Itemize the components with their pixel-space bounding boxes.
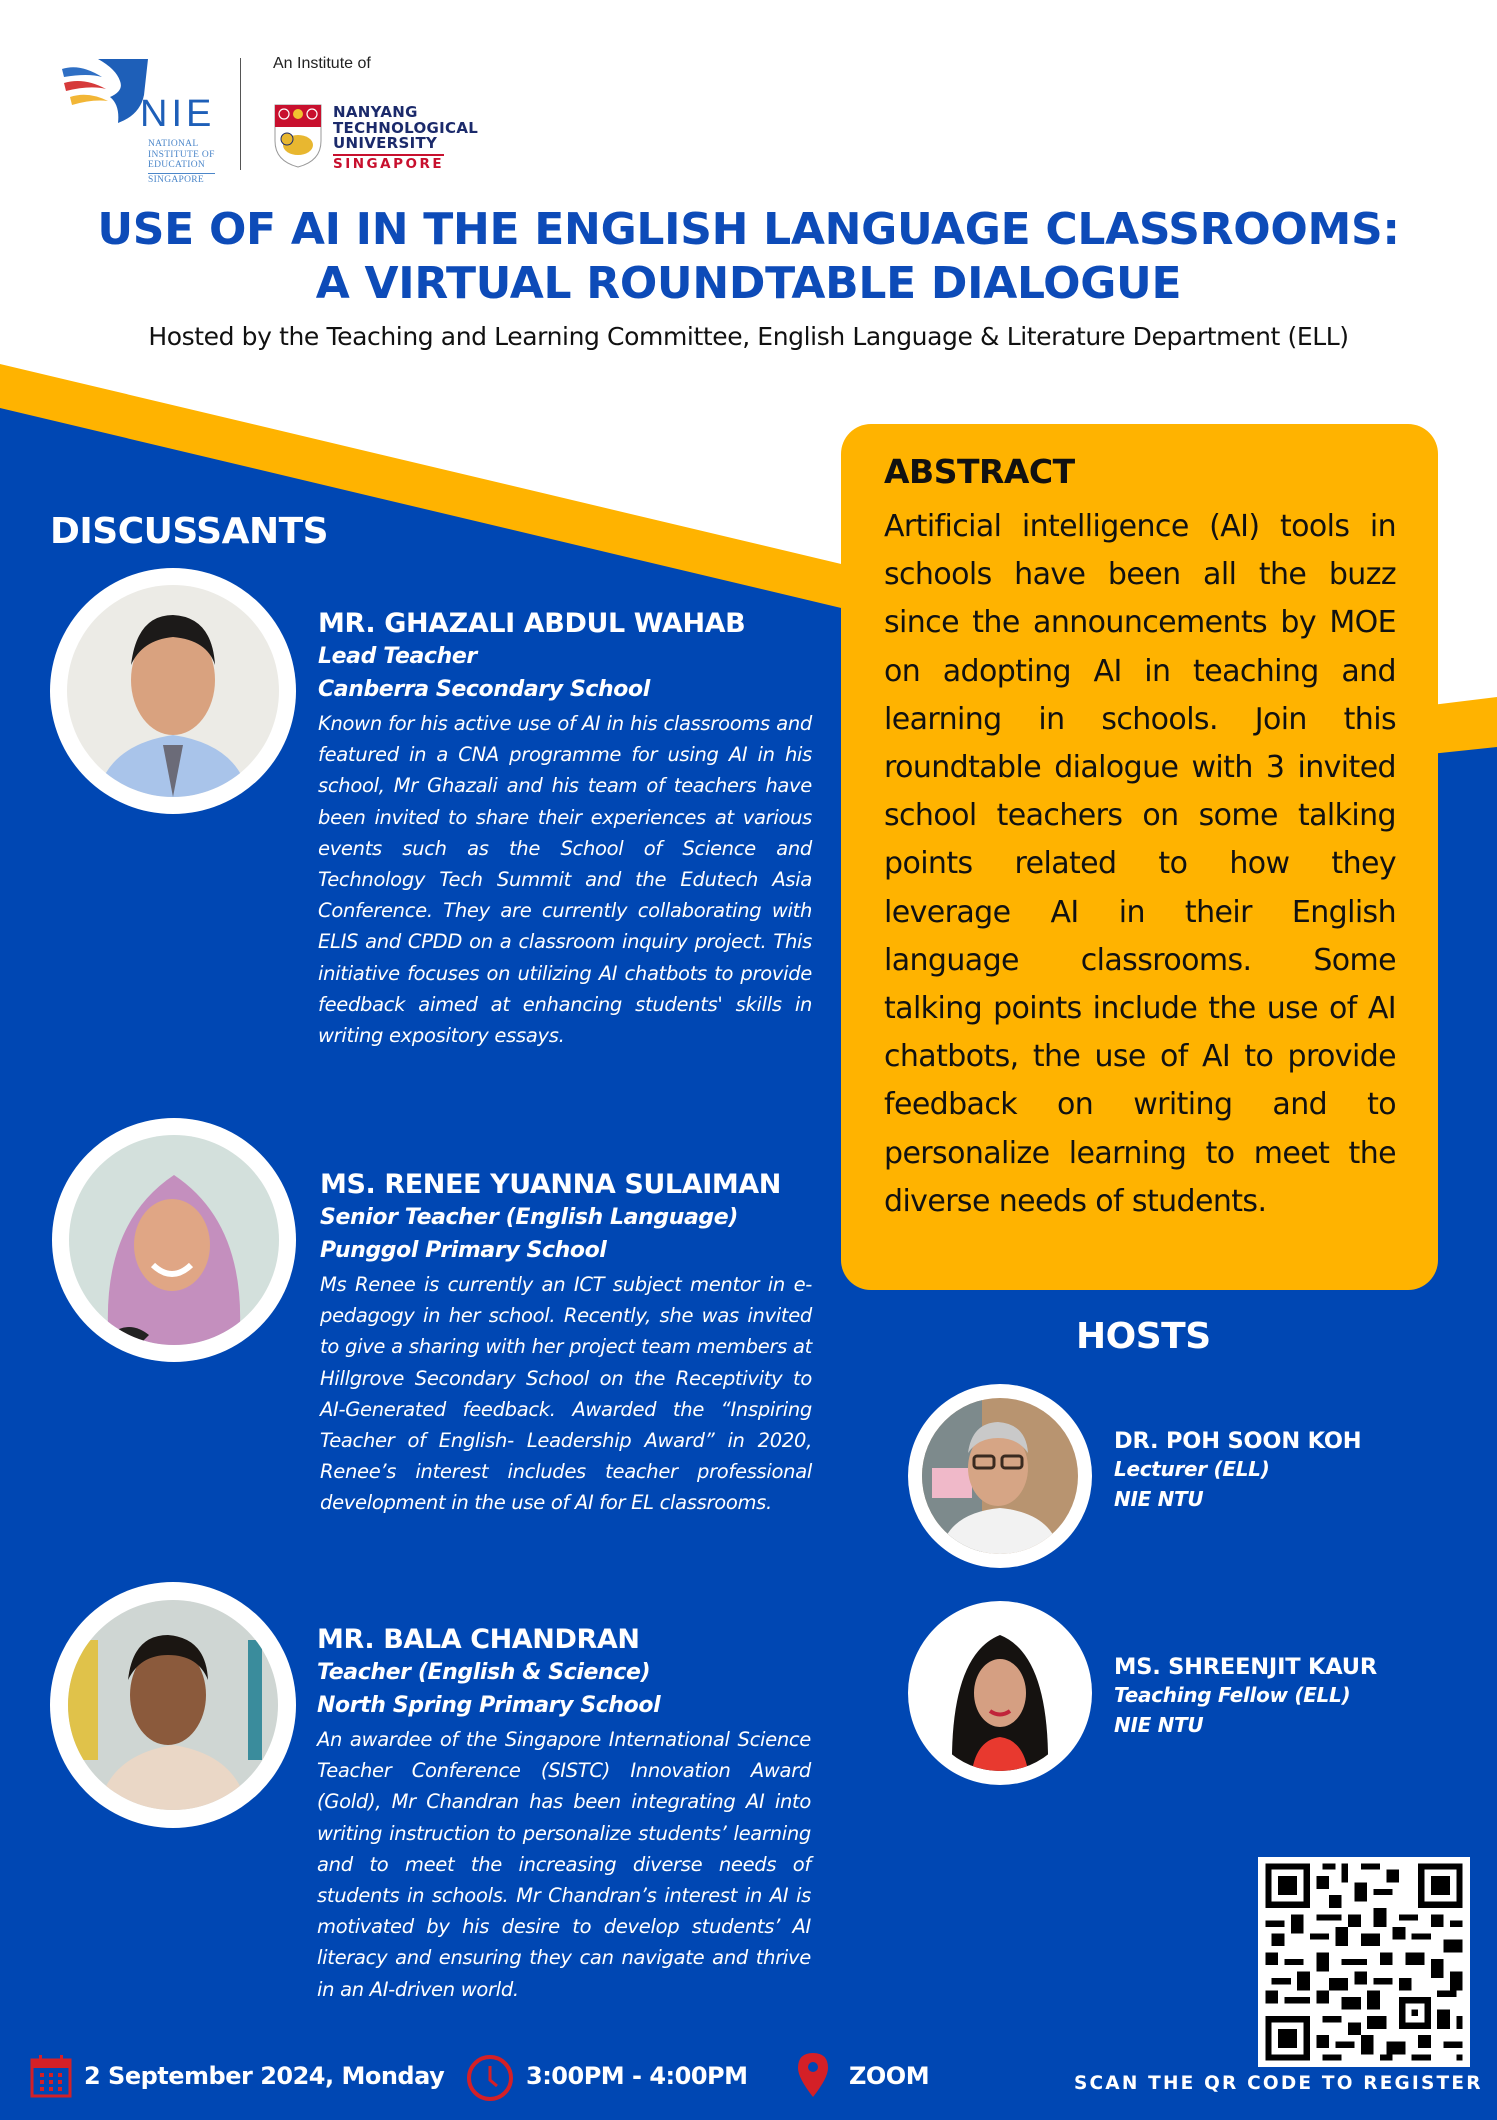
discussant-2-photo (52, 1118, 296, 1362)
title-line-1: USE OF AI IN THE ENGLISH LANGUAGE CLASSROOMS: (97, 204, 1400, 255)
clock-icon (466, 2054, 514, 2102)
abstract-heading: ABSTRACT (884, 452, 1075, 491)
discussant-name: MR. GHAZALI ABDUL WAHAB (318, 608, 746, 639)
discussant-school: Canberra Secondary School (318, 677, 650, 702)
discussant-school: Punggol Primary School (320, 1238, 607, 1263)
host-name: DR. POH SOON KOH (1114, 1428, 1362, 1454)
qr-code-icon (1258, 1857, 1470, 2067)
event-date: 2 September 2024, Monday (84, 2062, 445, 2090)
abstract-body: Artificial intelligence (AI) tools in schools have been all the buzz since the announcements by MOE on adopting AI in teaching and learning in schools. Join this roundtable dialogue with 3 invited school teachers on some talking points related to how they leverage AI in their English language classrooms. Some talking points include the use of AI chatbots, the use of AI to provide feedback on writing and to personalize learning to meet the diverse needs of students. (884, 509, 1396, 1219)
nie-lion-icon (60, 55, 150, 125)
discussant-bio: Known for his active use of AI in his classrooms and featured in a CNA programme for using AI in his school, Mr Ghazali and his team of teachers have been invited to share their experiences at various events such as the School of Science and Technology Tech Summit and the Edutech Asia Conference. They are currently collaborating with ELIS and CPDD on a classroom inquiry project. This initiative focuses on utilizing AI chatbots to provide feedback aimed at enhancing students' skills in writing expository essays. (318, 712, 812, 1048)
qr-register-label: SCAN THE QR CODE TO REGISTER (1074, 2073, 1483, 2094)
host-role: Lecturer (ELL) (1114, 1457, 1270, 1481)
event-venue: ZOOM (849, 2062, 930, 2090)
registration-qr-code[interactable] (1258, 1857, 1470, 2067)
discussant-3 (317, 1624, 811, 2005)
page-subtitle: Hosted by the Teaching and Learning Committee, English Language & Literature Department (ELL) (148, 322, 1349, 351)
ntu-line4: SINGAPORE (333, 155, 445, 172)
institute-of-label: An Institute of (273, 55, 371, 72)
discussant-school: North Spring Primary School (317, 1693, 661, 1718)
location-pin-icon (797, 2052, 829, 2098)
person-photo-icon (68, 1600, 278, 1810)
nie-line2: INSTITUTE OF (148, 149, 215, 160)
discussant-bio: An awardee of the Singapore International Science Teacher Conference (SISTC) Innovation Award (Gold), Mr Chandran has been integrating AI into writing instruction to personalize students’ learning and to meet the increasing diverse needs of students in schools. Mr Chandran’s interest in AI is motivated by his desire to develop students’ AI literacy and ensuring they can navigate and thrive in an AI-driven world. (317, 1728, 811, 2001)
event-time: 3:00PM - 4:00PM (526, 2062, 748, 2090)
host-2-photo (908, 1601, 1092, 1785)
ntu-logo-text (333, 105, 478, 172)
page-title (0, 203, 1497, 311)
discussant-name: MS. RENEE YUANNA SULAIMAN (320, 1169, 781, 1200)
ntu-line1: NANYANG (333, 103, 418, 121)
ntu-crest-icon (273, 103, 323, 169)
logo-divider (240, 58, 241, 170)
nie-line3: EDUCATION (148, 160, 206, 170)
host-1 (1114, 1428, 1361, 1514)
discussant-role: Senior Teacher (English Language) (320, 1205, 738, 1230)
host-1-photo (908, 1384, 1092, 1568)
ntu-line2: TECHNOLOGICAL (333, 118, 479, 137)
person-photo-icon (67, 585, 279, 797)
discussant-role: Lead Teacher (318, 644, 477, 669)
person-photo-icon (69, 1135, 279, 1345)
ntu-line3: UNIVERSITY (333, 134, 438, 152)
nie-logo (60, 55, 220, 185)
discussant-name: MR. BALA CHANDRAN (317, 1624, 640, 1655)
hosts-heading: HOSTS (1076, 1316, 1211, 1357)
nie-logo-letters: NIE (140, 93, 216, 135)
person-photo-icon (922, 1615, 1078, 1771)
discussant-role: Teacher (English & Science) (317, 1660, 651, 1685)
person-photo-icon (922, 1398, 1078, 1554)
discussant-1-photo (50, 568, 296, 814)
nie-line1: NATIONAL (148, 139, 199, 149)
title-line-2: A VIRTUAL ROUNDTABLE DIALOGUE (315, 258, 1182, 309)
host-role: Teaching Fellow (ELL) (1114, 1683, 1351, 1707)
discussant-2 (320, 1169, 812, 1519)
discussant-bio: Ms Renee is currently an ICT subject mentor in e-pedagogy in her school. Recently, she was invited to give a sharing with her project team members at Hillgrove Secondary School on the Receptivity to AI-Generated feedback. Awarded the “Inspiring Teacher of English- Leadership Award” in 2020, Renee’s interest includes teacher professional development in the use of AI for EL classrooms. (320, 1273, 812, 1515)
host-org: NIE NTU (1114, 1487, 1204, 1511)
discussant-3-photo (50, 1582, 296, 1828)
host-2 (1114, 1654, 1377, 1740)
nie-line4: SINGAPORE (148, 173, 215, 186)
discussants-heading: DISCUSSANTS (50, 511, 329, 552)
host-org: NIE NTU (1114, 1713, 1204, 1737)
calendar-icon (30, 2054, 72, 2098)
discussant-1 (318, 608, 812, 1051)
host-name: MS. SHREENJIT KAUR (1114, 1654, 1377, 1680)
nie-logo-subtext (148, 139, 215, 185)
